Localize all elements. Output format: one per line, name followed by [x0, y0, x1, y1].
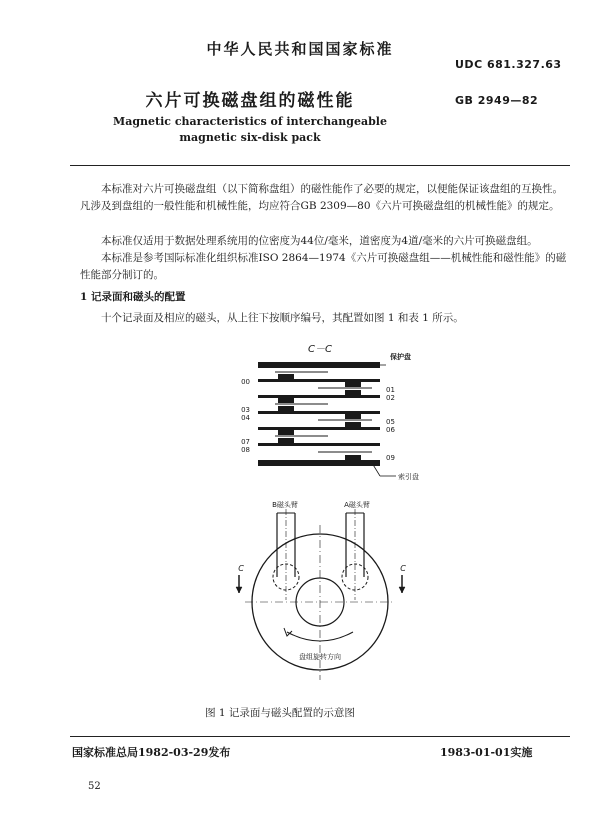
title-english-line1: Magnetic characteristics of interchangeable: [113, 115, 387, 128]
protect-disk-label: 保护盘: [390, 353, 411, 361]
surface-label-03: 03: [241, 406, 250, 414]
head-04: [278, 406, 294, 411]
disk-3: [258, 411, 380, 414]
udc-code: UDC 681.327.63: [455, 58, 562, 71]
paragraph-3: 本标准是参考国际标准化组织标准ISO 2864—1974《六片可换磁盘组——机械性能和磁性能》的磁性能部分制订的。: [80, 252, 567, 281]
surface-label-01: 01: [386, 386, 395, 394]
section-cut-right: [399, 575, 405, 593]
rotation-label: 盘组旋转方向: [299, 653, 341, 661]
head-05: [345, 414, 361, 419]
paragraph-1: 本标准对六片可换磁盘组（以下简称盘组）的磁性能作了必要的规定，以便能保证该盘组的互换性。凡涉及到盘组的一般性能和机械性能，均应符合GB 2309—80《六片可换磁盘组的机械性能》的规定。: [80, 183, 563, 212]
b-arm-label: B磁头臂: [272, 501, 298, 509]
gb-number: GB 2949—82: [455, 94, 539, 107]
index-disk-label: 索引盘: [398, 473, 419, 481]
head-00: [278, 374, 294, 379]
disk-stack: [258, 362, 380, 466]
disk-2: [258, 395, 380, 398]
disk-1: [258, 379, 380, 382]
effective-date: 1983-01-01实施: [440, 746, 533, 759]
disk-5: [258, 443, 380, 446]
head-arm-b: [277, 509, 295, 600]
title-english-line2: magnetic six-disk pack: [179, 131, 321, 144]
footer-divider: [70, 736, 570, 737]
surface-label-05: 05: [386, 418, 395, 426]
surface-label-04: 04: [241, 414, 250, 422]
head-03: [278, 398, 294, 403]
section-1-heading: 1 记录面和磁头的配置: [80, 291, 186, 303]
issue-date: 国家标准总局1982-03-29发布: [72, 746, 231, 759]
paragraph-2: 本标准仅适用于数据处理系统用的位密度为44位/毫米，道密度为4道/毫米的六片可换磁盘组。: [101, 235, 538, 247]
title-chinese: 六片可换磁盘组的磁性能: [145, 91, 355, 111]
head-07: [278, 430, 294, 435]
section-c-right: C: [400, 564, 406, 573]
section-1-paragraph: 十个记录面及相应的磁头，从上往下按顺序编号，其配置如图 1 和表 1 所示。: [101, 312, 464, 324]
protect-disk-top: [258, 362, 380, 368]
surface-label-06: 06: [386, 426, 395, 434]
a-arm-label: A磁头臂: [344, 501, 370, 509]
head-01: [345, 382, 361, 387]
head-06: [345, 422, 361, 427]
section-label: C－C: [308, 344, 332, 355]
surface-label-02: 02: [386, 394, 395, 402]
surface-label-07: 07: [241, 438, 250, 446]
head-09: [345, 455, 361, 460]
head-02: [345, 390, 361, 395]
page-number: 52: [88, 781, 101, 792]
index-disk-bottom: [258, 460, 380, 466]
standard-header: 中华人民共和国国家标准: [206, 40, 394, 58]
figure-caption: 图 1 记录面与磁头配置的示意图: [205, 707, 355, 719]
section-c-left: C: [238, 564, 244, 573]
surface-label-08: 08: [241, 446, 250, 454]
surface-label-00: 00: [241, 378, 250, 386]
head-arm-a: [346, 509, 364, 600]
surface-label-09: 09: [386, 454, 395, 462]
disk-4: [258, 427, 380, 430]
section-cut-left: [236, 575, 242, 593]
head-08: [278, 438, 294, 443]
